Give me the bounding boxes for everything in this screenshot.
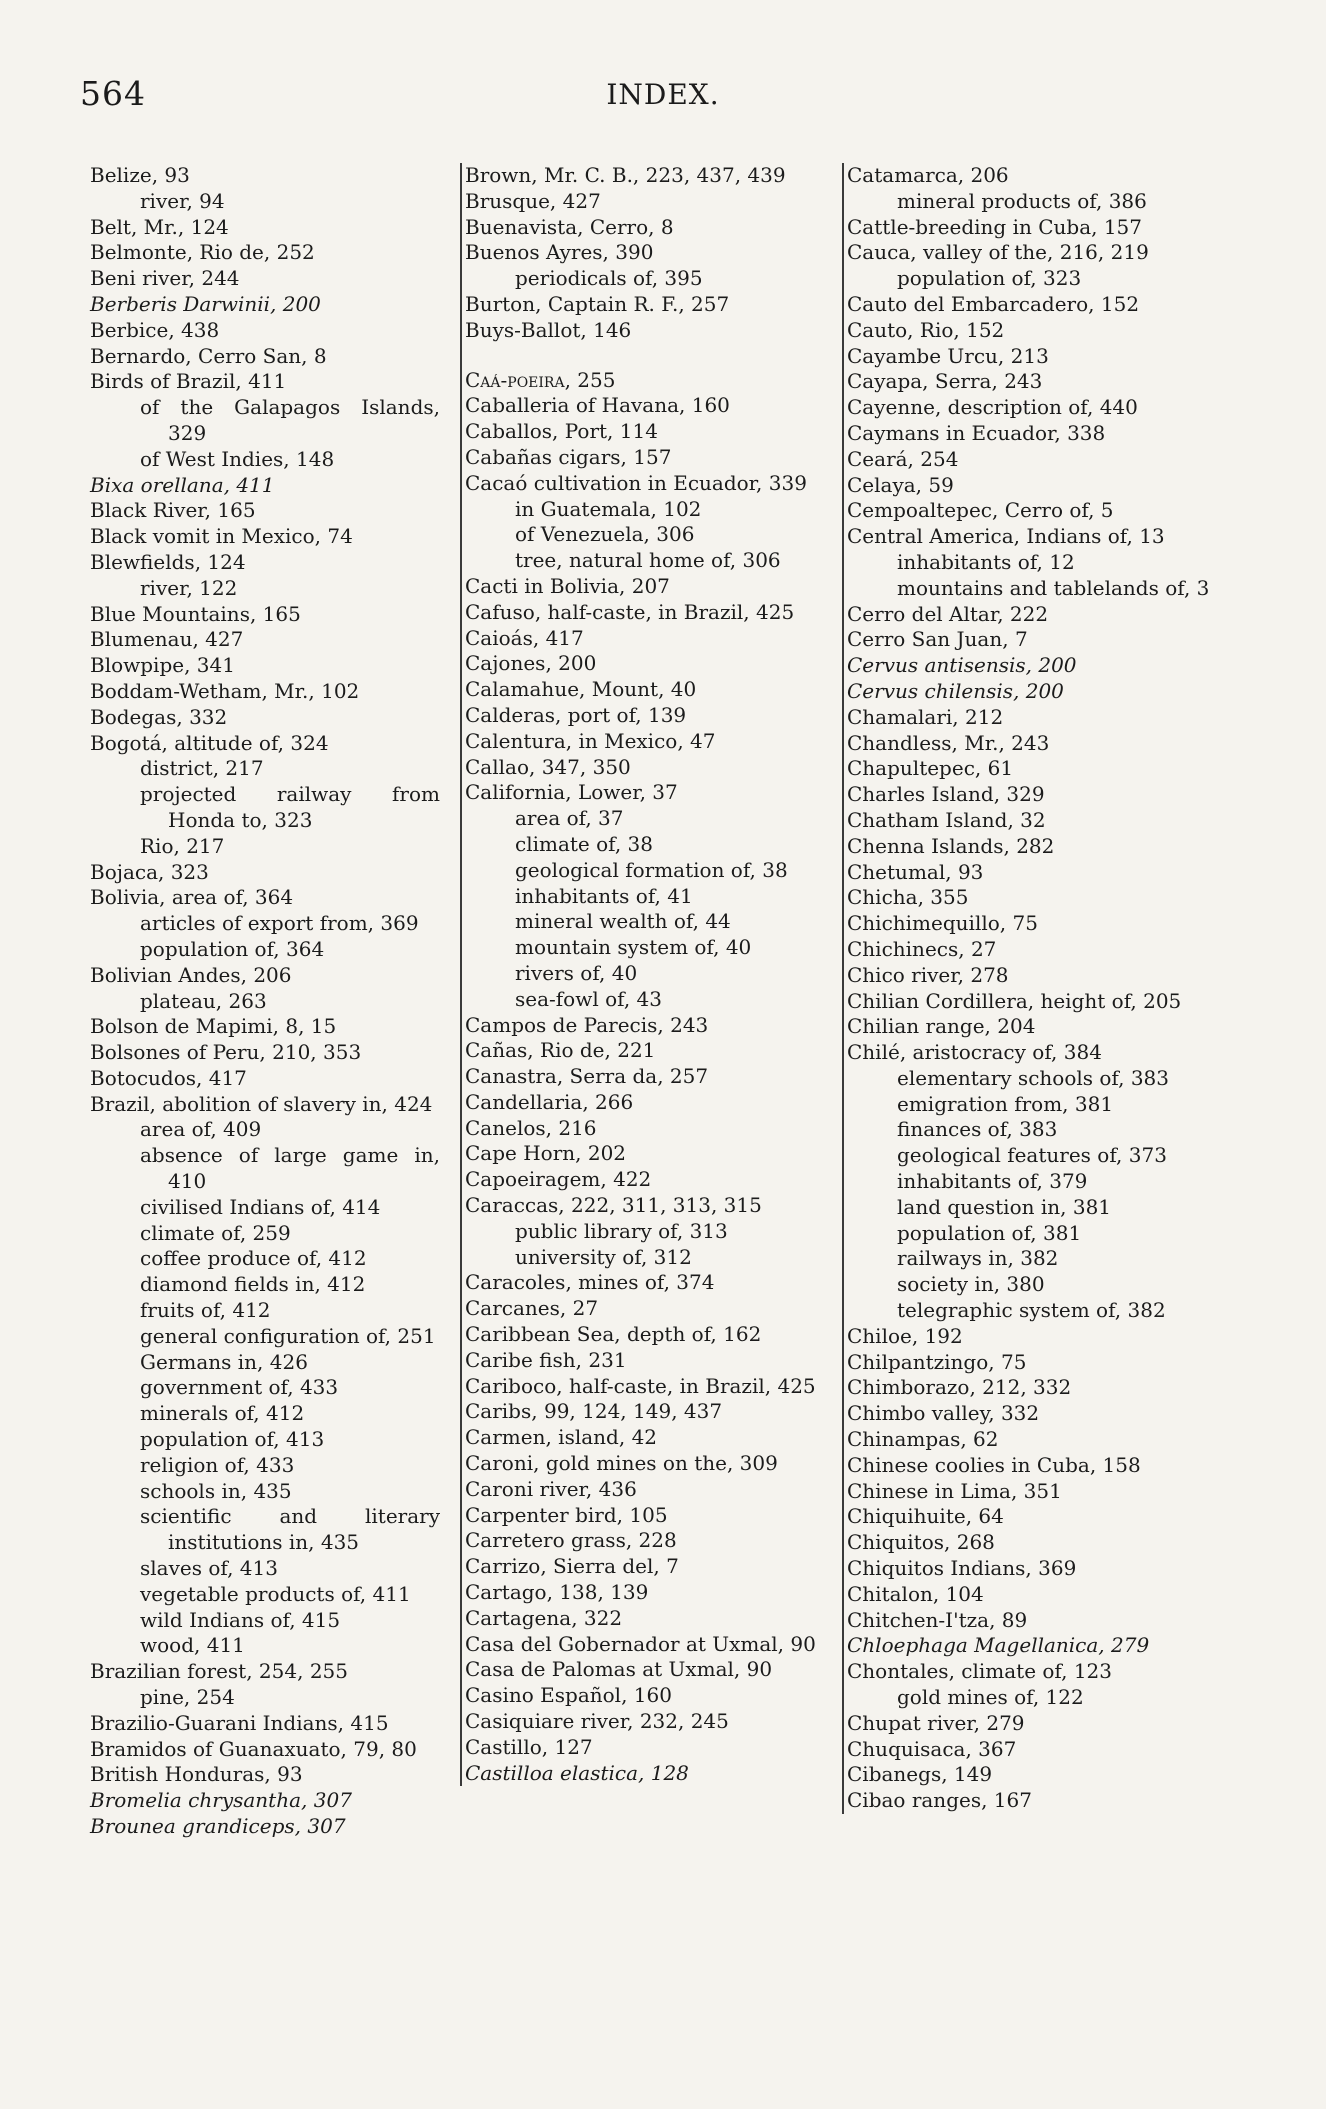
index-entry: Belmonte, Rio de, 252	[90, 240, 315, 265]
index-subentry: river, 122	[140, 575, 238, 600]
index-subentry: elementary schools of, 383	[897, 1065, 1169, 1090]
index-entry: Cervus chilensis, 200	[847, 678, 1064, 703]
index-entry: Boddam-Wetham, Mr., 102	[90, 678, 360, 703]
index-entry: Caribe fish, 231	[465, 1347, 627, 1372]
index-subentry: inhabitants of, 379	[897, 1169, 1088, 1194]
index-column-3	[842, 163, 1221, 1814]
index-entry: Central America, Indians of, 13	[847, 524, 1165, 549]
index-subentry: schools in, 435	[140, 1478, 292, 1503]
index-subentry: projected railway from Honda to, 323	[140, 782, 440, 832]
index-subentry: rivers of, 40	[515, 960, 638, 985]
index-entry: Caioás, 417	[465, 625, 584, 650]
index-entry: Buys-Ballot, 146	[465, 317, 632, 342]
index-entry: Carrizo, Sierra del, 7	[465, 1554, 679, 1579]
index-subentry: tree, natural home of, 306	[515, 548, 781, 573]
index-entry: Carcanes, 27	[465, 1296, 599, 1321]
index-column-2	[460, 163, 831, 1786]
index-subentry: plateau, 263	[140, 988, 267, 1013]
index-entry: Berberis Darwinii, 200	[90, 291, 321, 316]
index-subentry: district, 217	[140, 756, 264, 781]
index-subentry: sea-fowl of, 43	[515, 986, 662, 1011]
index-entry: Berbice, 438	[90, 317, 220, 342]
index-entry: Casa del Gobernador at Uxmal, 90	[465, 1631, 816, 1656]
index-entry: Chenna Islands, 282	[847, 833, 1055, 858]
index-entry: Cartagena, 322	[465, 1605, 623, 1630]
index-subentry: general configuration of, 251	[140, 1323, 436, 1348]
index-entry: Brusque, 427	[465, 188, 601, 213]
index-subentry: finances of, 383	[897, 1117, 1058, 1142]
index-entry: Chinese coolies in Cuba, 158	[847, 1452, 1141, 1477]
index-subentry: river, 94	[140, 188, 225, 213]
index-entry: Chiquihuite, 64	[847, 1504, 1004, 1529]
index-subentry: mountains and tablelands of, 3	[897, 575, 1210, 600]
index-entry: Chamalari, 212	[847, 704, 1004, 729]
index-subentry: gold mines of, 122	[897, 1685, 1084, 1710]
index-entry: Callao, 347, 350	[465, 754, 631, 779]
index-entry: Caracoles, mines of, 374	[465, 1270, 715, 1295]
index-entry: Caballeria of Havana, 160	[465, 393, 730, 418]
index-entry: Calderas, port of, 139	[465, 702, 687, 727]
index-entry: Carretero grass, 228	[465, 1528, 677, 1553]
index-entry: British Honduras, 93	[90, 1762, 303, 1787]
index-entry: Chatham Island, 32	[847, 807, 1046, 832]
index-entry: Chilian Cordillera, height of, 205	[847, 988, 1182, 1013]
index-entry: Ceará, 254	[847, 446, 959, 471]
index-subentry: in Guatemala, 102	[515, 496, 702, 521]
index-entry: Canastra, Serra da, 257	[465, 1064, 709, 1089]
index-entry: Cayambe Urcu, 213	[847, 343, 1049, 368]
index-entry: Bogotá, altitude of, 324	[90, 730, 329, 755]
index-subentry: minerals of, 412	[140, 1401, 305, 1426]
index-subentry: area of, 409	[140, 1117, 262, 1142]
running-head-title: INDEX.	[606, 78, 720, 111]
index-subentry: population of, 323	[897, 266, 1082, 291]
index-entry: Bojaca, 323	[90, 859, 209, 884]
index-entry: Caá-poeira, 255	[465, 367, 616, 392]
index-entry: Bolsones of Peru, 210, 353	[90, 1040, 362, 1065]
index-entry: Cauca, valley of the, 216, 219	[847, 240, 1149, 265]
index-entry: Bolivia, area of, 364	[90, 885, 294, 910]
index-entry: Cayenne, description of, 440	[847, 395, 1138, 420]
index-entry: Castilloa elastica, 128	[465, 1760, 689, 1785]
index-entry: Chitchen-I'tza, 89	[847, 1607, 1028, 1632]
index-subentry: university of, 312	[515, 1244, 692, 1269]
index-subentry: mineral wealth of, 44	[515, 909, 731, 934]
index-subentry: Rio, 217	[140, 833, 225, 858]
index-entry: Casa de Palomas at Uxmal, 90	[465, 1657, 773, 1682]
index-entry: Bernardo, Cerro San, 8	[90, 343, 327, 368]
index-entry: Bolson de Mapimi, 8, 15	[90, 1014, 337, 1039]
index-entry: Cervus antisensis, 200	[847, 653, 1077, 678]
index-entry: Chimborazo, 212, 332	[847, 1375, 1072, 1400]
index-subentry: climate of, 38	[515, 831, 654, 856]
index-entry: Cauto, Rio, 152	[847, 317, 1005, 342]
index-entry: Calamahue, Mount, 40	[465, 677, 697, 702]
index-subentry: Germans in, 426	[140, 1349, 308, 1374]
index-entry: Castillo, 127	[465, 1734, 593, 1759]
index-subentry: geological features of, 373	[897, 1143, 1167, 1168]
index-subentry: of the Galapagos Islands, 329	[140, 395, 440, 445]
index-entry: Cabañas cigars, 157	[465, 444, 672, 469]
index-entry: Candellaria, 266	[465, 1089, 634, 1114]
index-entry: Belize, 93	[90, 163, 190, 187]
index-entry: Cattle-breeding in Cuba, 157	[847, 214, 1142, 239]
index-entry: California, Lower, 37	[465, 780, 678, 805]
index-entry: Chinampas, 62	[847, 1427, 999, 1452]
index-subentry: wood, 411	[140, 1633, 245, 1658]
index-subentry: area of, 37	[515, 806, 624, 831]
index-subentry: civilised Indians of, 414	[140, 1194, 381, 1219]
index-subentry: religion of, 433	[140, 1452, 295, 1477]
index-entry: Cariboco, half-caste, in Brazil, 425	[465, 1373, 816, 1398]
index-entry: Blowpipe, 341	[90, 653, 235, 678]
index-entry: Cibanegs, 149	[847, 1762, 993, 1787]
index-entry: Buenos Ayres, 390	[465, 240, 654, 265]
index-entry: Brazilio-Guarani Indians, 415	[90, 1710, 389, 1735]
index-entry: Caballos, Port, 114	[465, 419, 658, 444]
index-subentry: geological formation of, 38	[515, 857, 788, 882]
index-entry: Chichinecs, 27	[847, 936, 997, 961]
index-entry: Chilpantzingo, 75	[847, 1349, 1027, 1374]
index-subentry: of West Indies, 148	[140, 446, 335, 471]
index-entry: Beni river, 244	[90, 266, 240, 291]
index-entry: Cafuso, half-caste, in Brazil, 425	[465, 599, 795, 624]
index-entry: Cayapa, Serra, 243	[847, 369, 1043, 394]
index-subentry: scientific and literary institutions in, 435	[140, 1504, 440, 1555]
index-subentry: population of, 413	[140, 1427, 325, 1452]
index-entry: Caribbean Sea, depth of, 162	[465, 1322, 762, 1347]
index-entry: Chuquisaca, 367	[847, 1736, 1017, 1761]
index-entry: Bolivian Andes, 206	[90, 962, 292, 987]
index-entry: Chicha, 355	[847, 885, 969, 910]
index-entry: Chupat river, 279	[847, 1710, 1025, 1735]
index-entry: Chapultepec, 61	[847, 756, 1014, 781]
index-subentry: inhabitants of, 12	[897, 549, 1075, 574]
index-entry: Chiquitos, 268	[847, 1530, 995, 1555]
index-subentry: absence of large game in, 410	[140, 1143, 440, 1194]
index-entry: Cerro San Juan, 7	[847, 627, 1028, 652]
index-subentry: wild Indians of, 415	[140, 1607, 341, 1632]
index-entry: Birds of Brazil, 411	[90, 369, 287, 394]
index-subentry: pine, 254	[140, 1685, 235, 1710]
index-entry: Chico river, 278	[847, 962, 1009, 987]
index-entry: Casiquiare river, 232, 245	[465, 1709, 729, 1734]
index-subentry: of Venezuela, 306	[515, 522, 695, 547]
index-entry: Buenavista, Cerro, 8	[465, 214, 674, 239]
index-subentry: population of, 381	[897, 1220, 1082, 1245]
index-entry: Cempoaltepec, Cerro of, 5	[847, 498, 1114, 523]
index-entry: Black River, 165	[90, 498, 256, 523]
index-entry: Cañas, Rio de, 221	[465, 1038, 656, 1063]
index-entry: Cacti in Bolivia, 207	[465, 573, 670, 598]
index-subentry: inhabitants of, 41	[515, 883, 693, 908]
index-entry: Caribs, 99, 124, 149, 437	[465, 1399, 723, 1424]
index-entry: Black vomit in Mexico, 74	[90, 524, 353, 549]
index-entry: Chetumal, 93	[847, 859, 984, 884]
index-entry: Bixa orellana, 411	[90, 472, 275, 497]
index-entry: Brazilian forest, 254, 255	[90, 1659, 348, 1684]
index-subentry: land question in, 381	[897, 1194, 1112, 1219]
index-entry: Casino Español, 160	[465, 1683, 672, 1708]
index-subentry: mineral products of, 386	[897, 188, 1147, 213]
index-entry: Burton, Captain R. F., 257	[465, 291, 730, 316]
index-entry: Chiquitos Indians, 369	[847, 1556, 1077, 1581]
index-subentry: slaves of, 413	[140, 1556, 278, 1581]
index-entry: Brounea grandiceps, 307	[90, 1814, 346, 1838]
index-subentry: telegraphic system of, 382	[897, 1298, 1166, 1323]
index-entry: Brazil, abolition of slavery in, 424	[90, 1091, 433, 1116]
index-entry: Belt, Mr., 124	[90, 214, 229, 239]
index-subentry: mountain system of, 40	[515, 935, 752, 960]
index-entry: Cibao ranges, 167	[847, 1788, 1032, 1813]
index-entry: Chilian range, 204	[847, 1014, 1036, 1039]
index-entry: Chitalon, 104	[847, 1581, 984, 1606]
index-entry: Chichimequillo, 75	[847, 911, 1038, 936]
page-number: 564	[80, 74, 146, 113]
index-entry: Chandless, Mr., 243	[847, 730, 1050, 755]
index-column-1	[90, 163, 440, 1840]
index-entry: Canelos, 216	[465, 1115, 597, 1140]
index-entry: Blumenau, 427	[90, 627, 244, 652]
index-entry: Cerro del Altar, 222	[847, 601, 1049, 626]
index-subentry: population of, 364	[140, 936, 325, 961]
index-entry: Cacaó cultivation in Ecuador, 339	[465, 470, 807, 495]
index-entry: Cartago, 138, 139	[465, 1580, 649, 1605]
index-entry: Chontales, climate of, 123	[847, 1659, 1113, 1684]
index-subentry: diamond fields in, 412	[140, 1272, 366, 1297]
index-entry: Calentura, in Mexico, 47	[465, 728, 716, 753]
index-entry: Chimbo valley, 332	[847, 1401, 1040, 1426]
index-entry: Carmen, island, 42	[465, 1425, 658, 1450]
index-entry: Capoeiragem, 422	[465, 1167, 652, 1192]
index-subentry: articles of export from, 369	[140, 911, 419, 936]
index-entry: Campos de Parecis, 243	[465, 1012, 709, 1037]
index-entry: Charles Island, 329	[847, 782, 1045, 807]
index-subentry: vegetable products of, 411	[140, 1581, 411, 1606]
index-entry: Caroni river, 436	[465, 1476, 637, 1501]
index-entry: Cape Horn, 202	[465, 1141, 627, 1166]
index-entry: Cajones, 200	[465, 651, 597, 676]
index-subentry: society in, 380	[897, 1272, 1045, 1297]
index-subentry: fruits of, 412	[140, 1298, 271, 1323]
index-subentry: coffee produce of, 412	[140, 1246, 367, 1271]
index-subentry: climate of, 259	[140, 1220, 291, 1245]
index-entry: Catamarca, 206	[847, 163, 1009, 187]
index-subentry: railways in, 382	[897, 1246, 1059, 1271]
index-entry: Caraccas, 222, 311, 313, 315	[465, 1193, 762, 1218]
index-entry: Celaya, 59	[847, 472, 954, 497]
section-gap	[465, 344, 831, 368]
index-subentry: government of, 433	[140, 1375, 339, 1400]
index-entry: Chiloe, 192	[847, 1323, 963, 1348]
index-entry: Chinese in Lima, 351	[847, 1478, 1062, 1503]
index-entry: Blewfields, 124	[90, 549, 246, 574]
index-entry: Bramidos of Guanaxuato, 79, 80	[90, 1736, 417, 1761]
index-entry: Carpenter bird, 105	[465, 1502, 668, 1527]
index-entry: Cauto del Embarcadero, 152	[847, 291, 1140, 316]
index-subentry: emigration from, 381	[897, 1091, 1114, 1116]
index-entry: Caymans in Ecuador, 338	[847, 420, 1106, 445]
index-subentry: public library of, 313	[515, 1218, 728, 1243]
index-entry: Chilé, aristocracy of, 384	[847, 1040, 1102, 1065]
index-subentry: periodicals of, 395	[515, 266, 703, 291]
index-entry: Brown, Mr. C. B., 223, 437, 439	[465, 163, 786, 187]
index-entry: Caroni, gold mines on the, 309	[465, 1451, 778, 1476]
index-entry: Botocudos, 417	[90, 1065, 247, 1090]
index-entry: Bromelia chrysantha, 307	[90, 1788, 352, 1813]
index-entry: Blue Mountains, 165	[90, 601, 301, 626]
index-entry: Chloephaga Magellanica, 279	[847, 1633, 1150, 1658]
index-entry: Bodegas, 332	[90, 704, 228, 729]
